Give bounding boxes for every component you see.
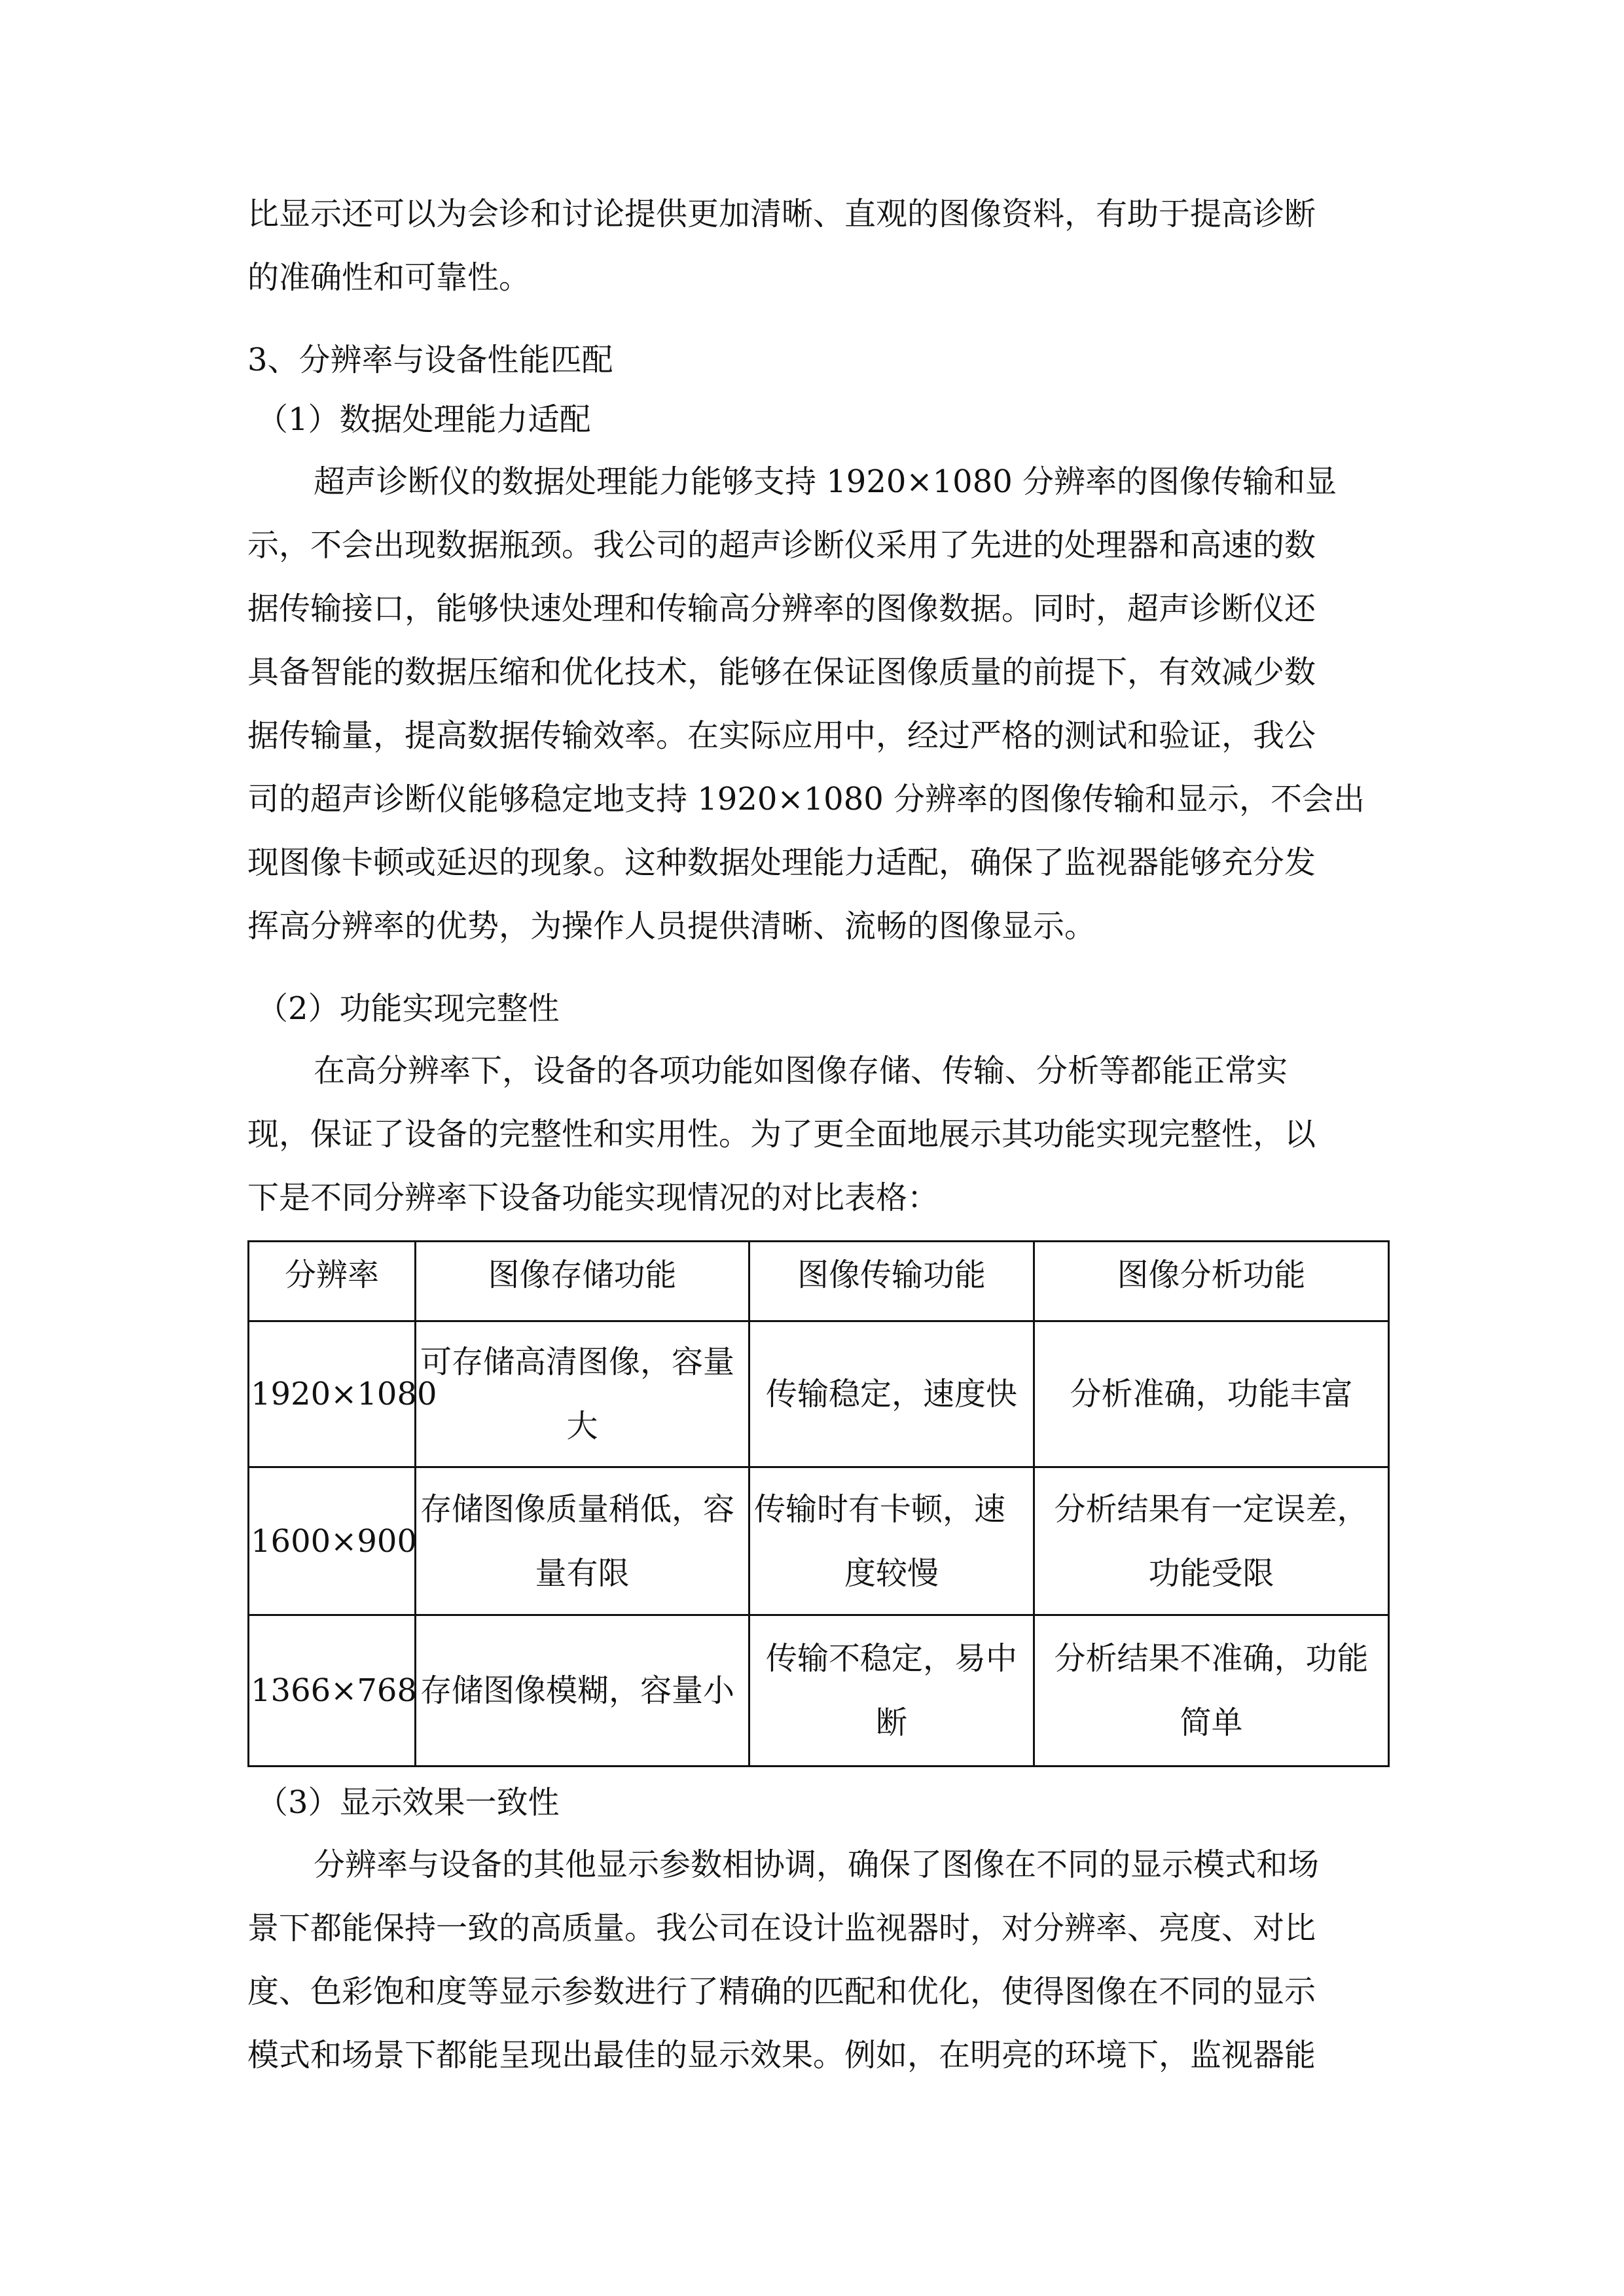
body-text-line: 据传输量，提高数据传输效率。在实际应用中，经过严格的测试和验证，我公 [247,717,1316,754]
body-text-line: 示，不会出现数据瓶颈。我公司的超声诊断仪采用了先进的处理器和高速的数 [247,527,1316,564]
cell-storage: 存储图像质量稍低，容 量有限 [416,1467,749,1615]
body-text-line: 司的超声诊断仪能够稳定地支持 1920×1080 分辨率的图像传输和显示，不会出 [247,781,1365,817]
resolution-comparison-table [247,1240,1390,1767]
cell-storage: 可存储高清图像，容量 大 [416,1321,749,1467]
body-text-line: 据传输接口，能够快速处理和传输高分辨率的图像数据。同时，超声诊断仪还 [247,590,1316,627]
section-heading: 3、分辨率与设备性能匹配 [247,342,613,378]
cell-transfer: 传输时有卡顿，速 度较慢 [749,1467,1034,1615]
body-text-line: 挥高分辨率的优势，为操作人员提供清晰、流畅的图像显示。 [247,908,1096,944]
body-text-line: 下是不同分辨率下设备功能实现情况的对比表格： [247,1179,939,1216]
cell-analysis: 分析准确，功能丰富 [1034,1321,1389,1467]
cell-analysis: 分析结果有一定误差， 功能受限 [1034,1467,1389,1615]
table-row [249,1467,1389,1615]
table-header-row [249,1242,1389,1321]
body-text-line: 度、色彩饱和度等显示参数进行了精确的匹配和优化，使得图像在不同的显示 [247,1973,1316,2010]
body-text-line: 超声诊断仪的数据处理能力能够支持 1920×1080 分辨率的图像传输和显 [314,463,1337,500]
body-text-line: 现，保证了设备的完整性和实用性。为了更全面地展示其功能实现完整性，以 [247,1116,1316,1153]
cell-transfer: 传输稳定，速度快 [749,1321,1034,1467]
cell-storage: 存储图像模糊，容量小 [416,1615,749,1767]
header-resolution: 分辨率 [249,1242,416,1321]
cell-analysis: 分析结果不准确，功能 简单 [1034,1615,1389,1767]
header-transfer: 图像传输功能 [749,1242,1034,1321]
body-text-line: 的准确性和可靠性。 [247,259,531,296]
cell-resolution: 1600×900 [249,1467,416,1615]
subsection-heading: （3）显示效果一致性 [257,1784,560,1821]
subsection-heading: （2）功能实现完整性 [257,990,560,1027]
body-text-line: 模式和场景下都能呈现出最佳的显示效果。例如，在明亮的环境下，监视器能 [247,2037,1316,2073]
body-text-line: 分辨率与设备的其他显示参数相协调，确保了图像在不同的显示模式和场 [314,1846,1320,1883]
table-row [249,1615,1389,1767]
body-text-line: 比显示还可以为会诊和讨论提供更加清晰、直观的图像资料，有助于提高诊断 [247,196,1316,232]
body-text-line: 景下都能保持一致的高质量。我公司在设计监视器时，对分辨率、亮度、对比 [247,1910,1316,1946]
subsection-heading: （1）数据处理能力适配 [257,401,591,438]
header-storage: 图像存储功能 [416,1242,749,1321]
cell-resolution: 1920×1080 [249,1321,416,1467]
body-text-line: 现图像卡顿或延迟的现象。这种数据处理能力适配，确保了监视器能够充分发 [247,844,1316,881]
body-text-line: 在高分辨率下，设备的各项功能如图像存储、传输、分析等都能正常实 [314,1052,1288,1089]
body-text-line: 具备智能的数据压缩和优化技术，能够在保证图像质量的前提下，有效减少数 [247,654,1316,691]
cell-transfer: 传输不稳定，易中 断 [749,1615,1034,1767]
cell-resolution: 1366×768 [249,1615,416,1767]
header-analysis: 图像分析功能 [1034,1242,1389,1321]
table-row [249,1321,1389,1467]
